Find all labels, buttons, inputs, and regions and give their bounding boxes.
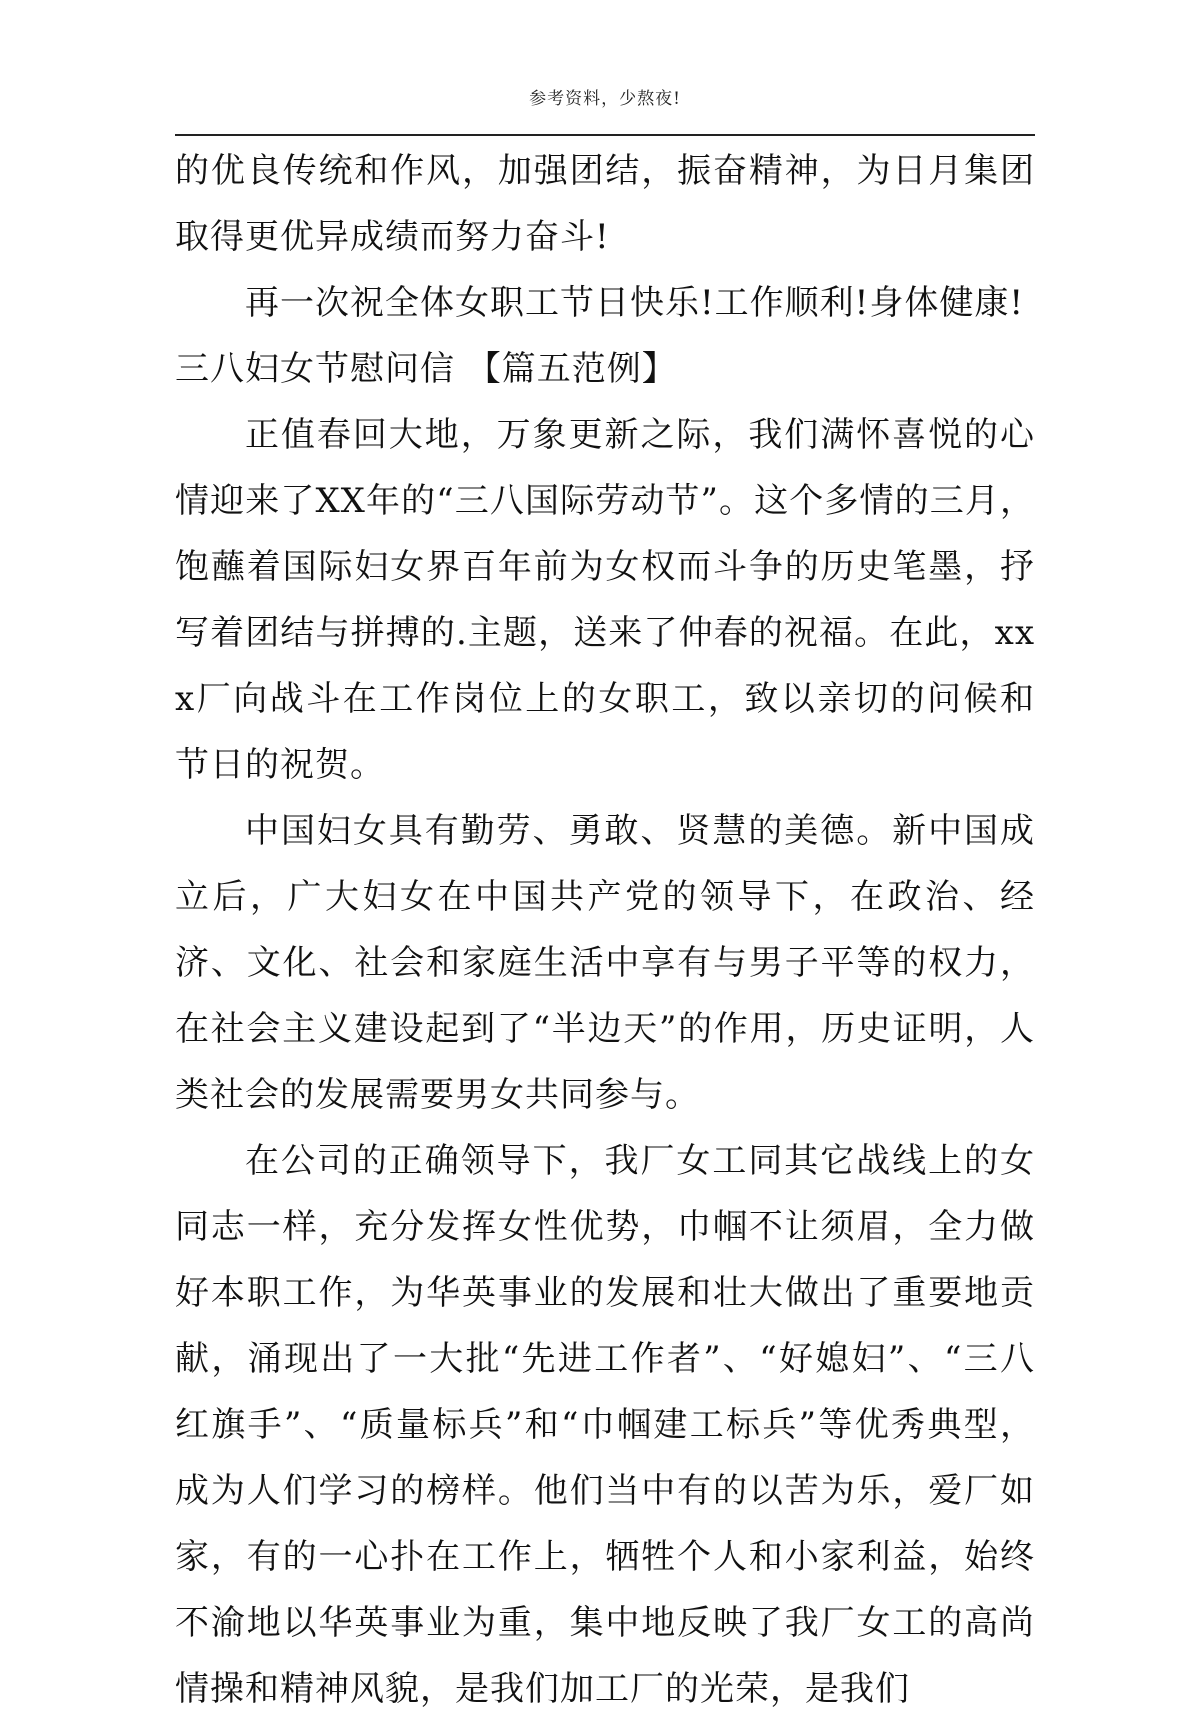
paragraph: 再一次祝全体女职工节日快乐!工作顺利!身体健康! [245, 283, 1024, 323]
document-body [175, 138, 1035, 1722]
section-heading: 三八妇女节慰问信 【篇五范例】 [175, 349, 677, 389]
page-header: 参考资料，少熬夜! [529, 89, 681, 109]
paragraph: 中国妇女具有勤劳、勇敢、贤慧的美德。新中国成立后，广大妇女在中国共产党的领导下，在政治、经济、文化、社会和家庭生活中享有与男子平等的权力，在社会主义建设起到了“半边天”的作用，历史证明，人类社会的发展需要男女共同参与。 [175, 811, 1035, 1115]
paragraph: 在公司的正确领导下，我厂女工同其它战线上的女同志一样，充分发挥女性优势，巾帼不让须眉，全力做好本职工作，为华英事业的发展和壮大做出了重要地贡献，涌现出了一大批“先进工作者”、“好媳妇”、“三八红旗手”、“质量标兵”和“巾帼建工标兵”等优秀典型，成为人们学习的榜样。他们当中有的以苦为乐，爱厂如家，有的一心扑在工作上，牺牲个人和小家利益，始终不渝地以华英事业为重，集中地反映了我厂女工的高尚情操和精神风貌，是我们加工厂的光荣，是我们 [175, 1141, 1035, 1709]
header-divider [175, 134, 1035, 136]
paragraph: 正值春回大地，万象更新之际，我们满怀喜悦的心情迎来了XX年的“三八国际劳动节”。这个多情的三月，饱蘸着国际妇女界百年前为女权而斗争的历史笔墨，抒写着团结与拼搏的.主题，送来了仲春的祝福。在此，xxx厂向战斗在工作岗位上的女职工，致以亲切的问候和节日的祝贺。 [175, 415, 1035, 785]
paragraph: 的优良传统和作风，加强团结，振奋精神，为日月集团取得更优异成绩而努力奋斗! [175, 151, 1035, 257]
